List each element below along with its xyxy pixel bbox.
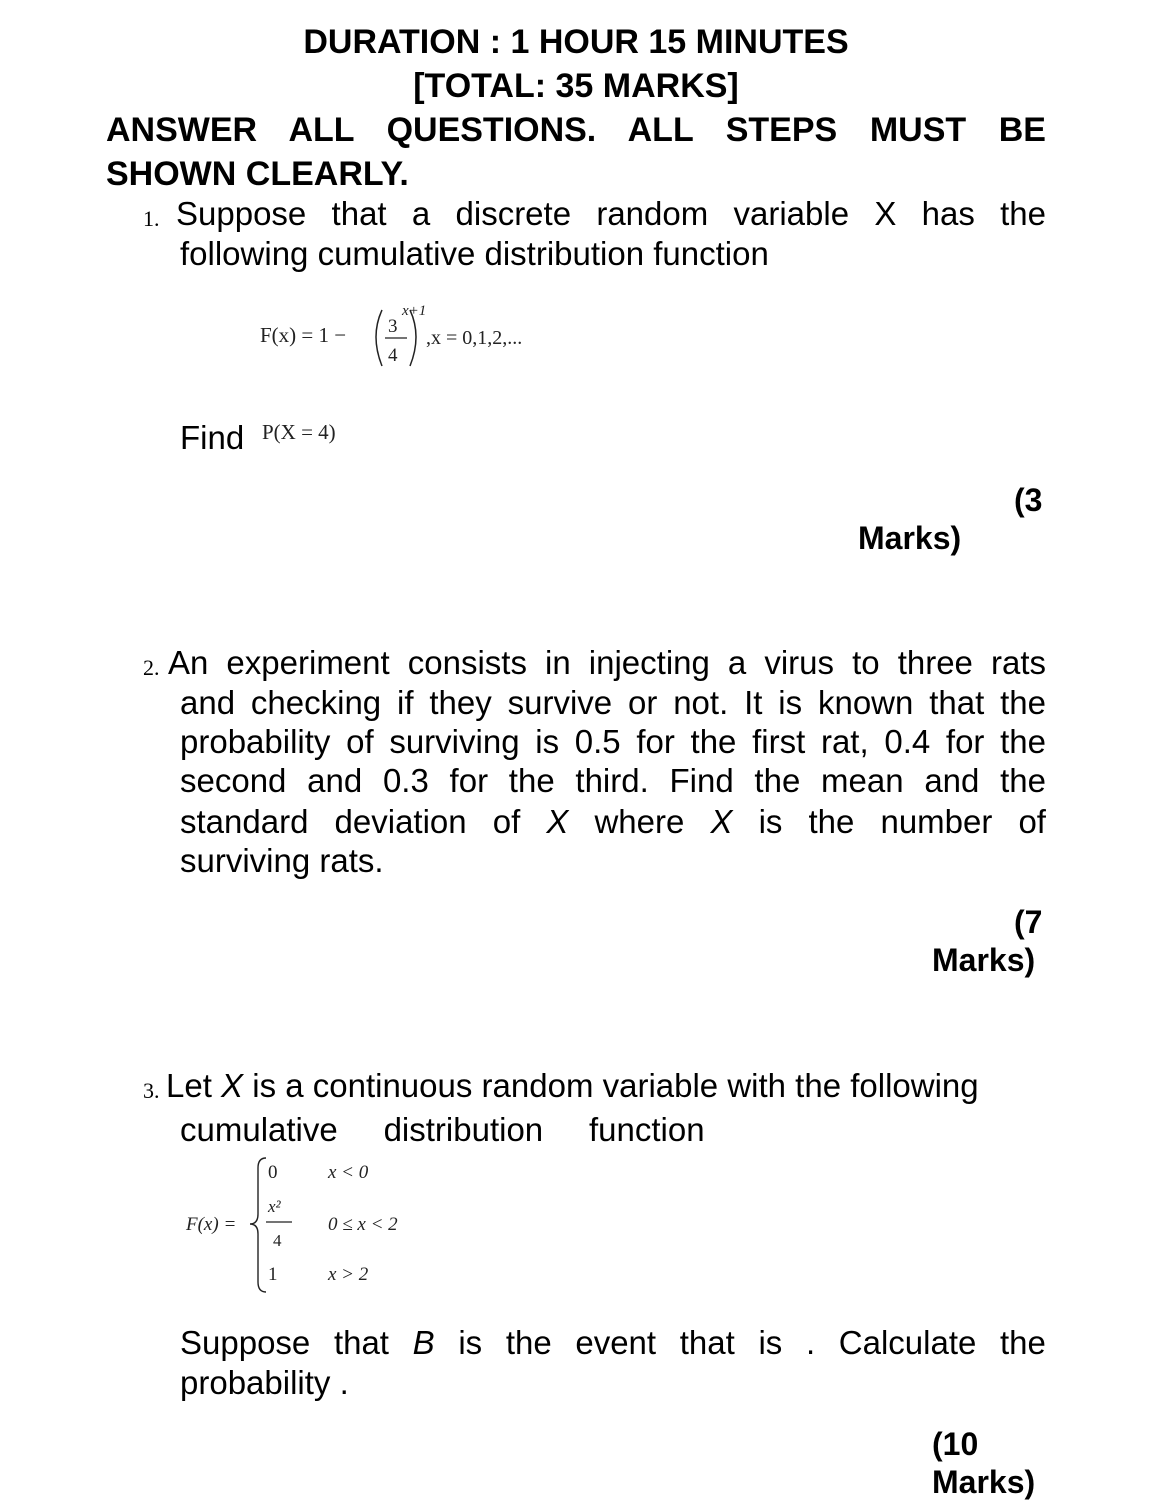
exam-total-marks: [TOTAL: 35 MARKS] (413, 67, 739, 105)
q3-word-the: the (505, 1324, 552, 1361)
question-3-line-1 (166, 1066, 1046, 1105)
q3-case2-denominator: 4 (273, 1231, 282, 1250)
q2-line5-word-of: of (492, 803, 521, 840)
question-1-line-2: following cumulative distribution function (180, 235, 769, 272)
question-2-line-6: surviving rats. (180, 842, 384, 879)
question-1-find-expression: P(X = 4) (262, 420, 336, 444)
question-2-line-5 (180, 802, 1046, 841)
q1-exponent: x+1 (402, 303, 427, 319)
q2-variable-x-2: X (710, 803, 733, 840)
q1-domain: ,x = 0,1,2,... (426, 327, 523, 349)
q3-word-that-2: that (679, 1324, 735, 1361)
question-1-line-1: Suppose that a discrete random variable X has the (176, 195, 1046, 232)
question-3-line-4: probability . (180, 1364, 349, 1401)
question-3-line-3 (180, 1323, 1046, 1362)
question-2-line-2: and checking if they survive or not. It is known that the (180, 684, 1046, 721)
question-2-line-4: second and 0.3 for the third. Find the mean and the (180, 762, 1046, 799)
q3-case1-condition: x < 0 (328, 1162, 369, 1183)
question-1-marks-close: Marks) (858, 520, 962, 556)
q3-word-the-2: the (1000, 1324, 1046, 1361)
q3-variable-x: X (221, 1067, 244, 1104)
q3-word-is: is (458, 1324, 483, 1361)
q3-formula-lhs: F(x) = (186, 1214, 237, 1235)
q1-formula-lhs: F(x) = 1 − (260, 323, 347, 347)
q2-line5-word-where: where (594, 803, 685, 840)
q2-line5-word-number: number (880, 803, 993, 840)
q1-denominator: 4 (388, 345, 398, 366)
question-1-cdf-formula (250, 296, 570, 382)
q1-numerator: 3 (388, 316, 398, 337)
instruction-line-2: SHOWN CLEARLY. (106, 155, 409, 193)
question-1-marks-open: (3 (1014, 482, 1043, 518)
q3-word-dot: . (805, 1324, 816, 1361)
question-3-cdf-formula (180, 1152, 440, 1300)
question-2-line-1: An experiment consists in injecting a virus to three rats (168, 644, 1046, 681)
question-3-marks-close: Marks) (932, 1464, 1036, 1500)
q3-word-that: that (333, 1324, 389, 1361)
q3-line1-let: Let (166, 1067, 222, 1104)
instruction-line-1: ANSWER ALL QUESTIONS. ALL STEPS MUST BE (106, 111, 1046, 149)
question-1-number: 1. (143, 206, 160, 231)
q2-line5-word-standard: standard (180, 803, 309, 840)
q2-line5-word-the: the (808, 803, 855, 840)
q3-event-b: B (412, 1324, 435, 1361)
q3-word-is-2: is (758, 1324, 783, 1361)
q3-case3-value: 1 (268, 1264, 278, 1285)
q1-left-paren (376, 310, 382, 366)
question-3-number: 3. (143, 1078, 160, 1103)
question-2-number: 2. (143, 655, 160, 680)
q3-brace (250, 1158, 266, 1292)
q2-line5-word-of-2: of (1018, 803, 1046, 840)
question-2-marks-open: (7 (1014, 904, 1043, 940)
q3-word-suppose: Suppose (180, 1324, 311, 1361)
q2-line5-word-is: is (758, 803, 783, 840)
q3-case1-value: 0 (268, 1162, 278, 1183)
q3-word-event: event (575, 1324, 657, 1361)
question-1-find-label: Find (180, 419, 245, 456)
q3-line1-rest: is a continuous random variable with the following (243, 1067, 979, 1104)
question-3-line-2: cumulative distribution function (180, 1111, 705, 1148)
q3-word-calculate: Calculate (838, 1324, 977, 1361)
exam-duration: DURATION : 1 HOUR 15 MINUTES (303, 23, 849, 61)
q2-variable-x-1: X (546, 803, 569, 840)
question-3-marks-open: (10 (932, 1426, 979, 1462)
question-2-line-3: probability of surviving is 0.5 for the first rat, 0.4 for the (180, 723, 1046, 760)
q3-case2-numerator: x² (268, 1197, 281, 1216)
q3-case2-condition: 0 ≤ x < 2 (328, 1214, 398, 1235)
q3-case3-condition: x > 2 (328, 1264, 369, 1285)
q2-line5-word-deviation: deviation (334, 803, 467, 840)
question-2-marks-close: Marks) (932, 942, 1036, 978)
